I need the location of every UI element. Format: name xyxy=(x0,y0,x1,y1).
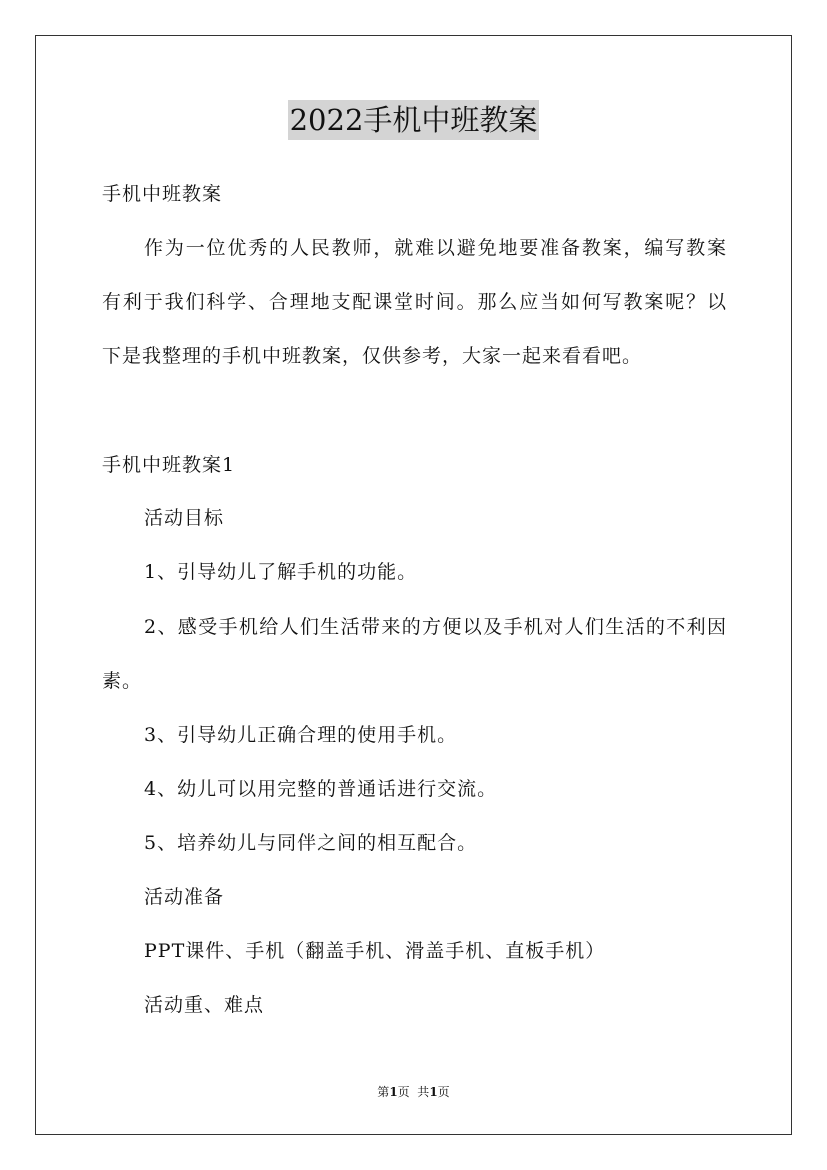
footer-prefix: 第 xyxy=(377,1085,390,1099)
goal-item-1: 1、引导幼儿了解手机的功能。 xyxy=(144,561,418,583)
prep-text: PPT课件、手机（翻盖手机、滑盖手机、直板手机） xyxy=(144,940,606,962)
goal-item-5: 5、培养幼儿与同伴之间的相互配合。 xyxy=(144,832,478,854)
document-subtitle: 手机中班教案 xyxy=(102,183,223,205)
goals-heading: 活动目标 xyxy=(144,507,225,529)
intro-line-3: 下是我整理的手机中班教案，仅供参考，大家一起来看看吧。 xyxy=(102,345,643,367)
intro-line-2: 有利于我们科学、合理地支配课堂时间。那么应当如何写教案呢？以 xyxy=(102,291,726,313)
footer-mid: 页 共 xyxy=(397,1085,430,1099)
goal-item-3: 3、引导幼儿正确合理的使用手机。 xyxy=(144,724,458,746)
intro-line-1: 作为一位优秀的人民教师，就难以避免地要准备教案，编写教案 xyxy=(144,237,726,259)
goal-item-2-line-2: 素。 xyxy=(102,670,143,692)
section-heading: 手机中班教案1 xyxy=(102,454,236,476)
footer-total-pages: 1 xyxy=(429,1085,438,1099)
document-title: 2022手机中班教案 xyxy=(288,100,540,140)
prep-heading: 活动准备 xyxy=(144,886,225,908)
footer-page-number: 1 xyxy=(389,1085,398,1099)
title-container xyxy=(0,100,827,140)
footer-suffix: 页 xyxy=(437,1085,450,1099)
goal-item-4: 4、幼儿可以用完整的普通话进行交流。 xyxy=(144,778,498,800)
page-footer xyxy=(0,1084,827,1100)
key-points-heading: 活动重、难点 xyxy=(144,994,265,1016)
goal-item-2-line-1: 2、感受手机给人们生活带来的方便以及手机对人们生活的不利因 xyxy=(144,616,726,638)
